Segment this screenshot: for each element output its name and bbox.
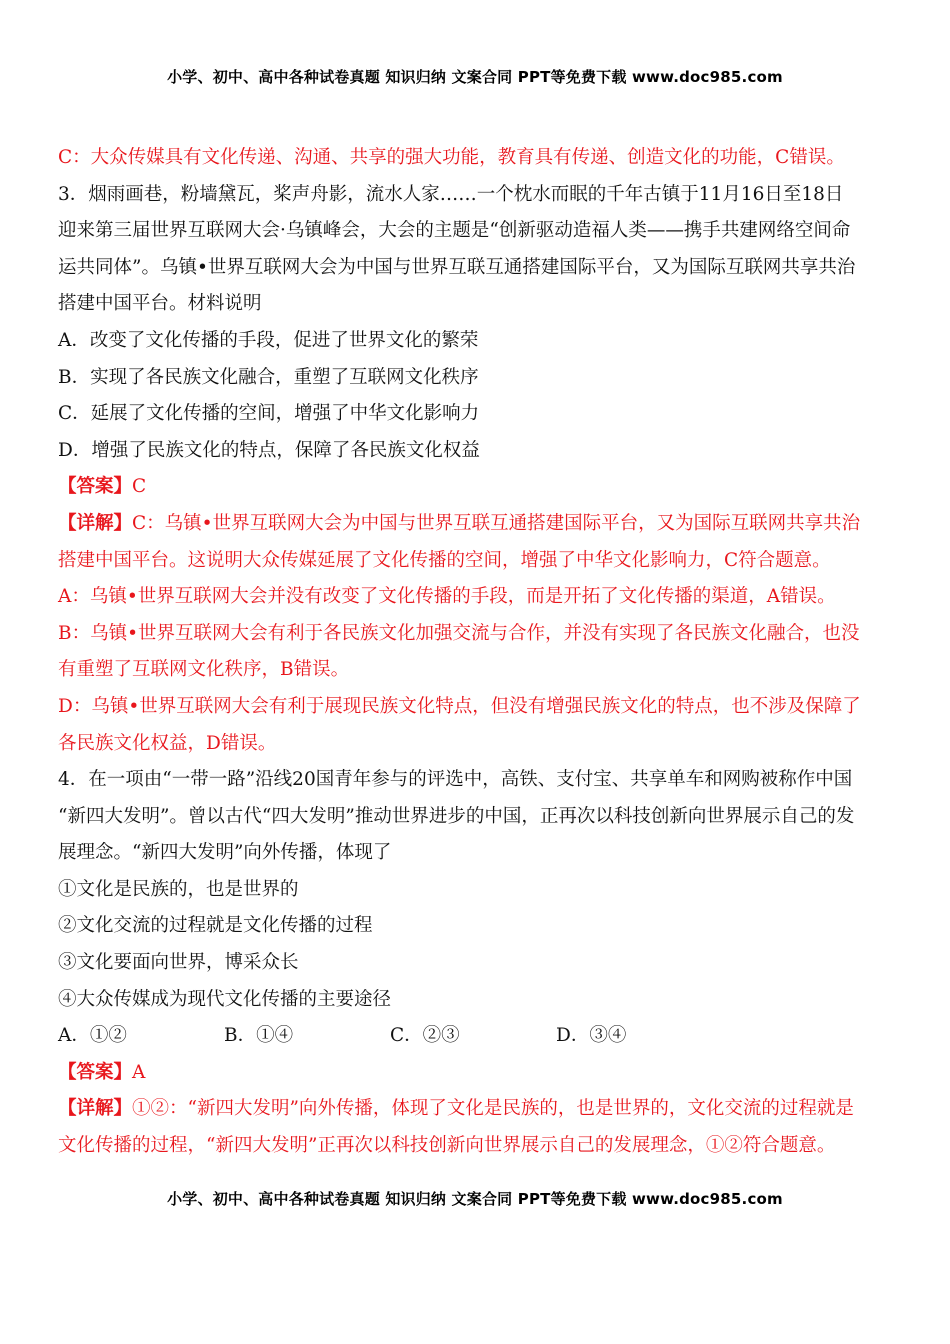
question-4-option-a: A．①② xyxy=(58,1025,127,1047)
question-3-stem-line: 3．烟雨画巷，粉墙黛瓦，桨声舟影，流水人家……一个枕水而眠的千年古镇于11月16日至18日 xyxy=(58,183,844,205)
answer-value: A xyxy=(132,1061,146,1083)
question-3-detail-line: 各民族文化权益，D错误。 xyxy=(58,732,277,754)
question-4-detail-line xyxy=(58,1091,884,1128)
question-4-option-c: C．②③ xyxy=(390,1025,460,1047)
question-3-option-c: C．延展了文化传播的空间，增强了中华文化影响力 xyxy=(58,403,480,425)
page-footer: 小学、初中、高中各种试卷真题 知识归纳 文案合同 PPT等免费下载 www.doc985.com xyxy=(167,1190,783,1208)
question-3-stem-line: 迎来第三届世界互联网大会·乌镇峰会，大会的主题是“创新驱动造福人类——携手共建网络空间命 xyxy=(58,220,851,242)
page-header: 小学、初中、高中各种试卷真题 知识归纳 文案合同 PPT等免费下载 www.doc985.com xyxy=(167,68,783,86)
question-4-statement-3: ③文化要面向世界，博采众长 xyxy=(58,952,299,974)
question-3-stem-line: 搭建中国平台。材料说明 xyxy=(58,293,262,315)
question-3-option-b: B．实现了各民族文化融合，重塑了互联网文化秩序 xyxy=(58,366,479,388)
answer-value: C xyxy=(132,476,147,498)
question-3 xyxy=(58,177,884,763)
question-4-stem-line: 展理念。“新四大发明”向外传播，体现了 xyxy=(58,842,392,864)
question-3-detail-line xyxy=(58,506,884,543)
question-4-statement-4: ④大众传媒成为现代文化传播的主要途径 xyxy=(58,988,392,1010)
question-4-option-b: B．①④ xyxy=(224,1025,294,1047)
question-3-option-d: D．增强了民族文化的特点，保障了各民族文化权益 xyxy=(58,439,480,461)
question-3-option-a: A．改变了文化传播的手段，促进了世界文化的繁荣 xyxy=(58,329,479,351)
answer-label: 【答案】 xyxy=(58,1061,133,1083)
question-4-option-d: D．③④ xyxy=(556,1025,627,1047)
question-3-detail-line: A：乌镇•世界互联网大会并没有改变了文化传播的手段，而是开拓了文化传播的渠道，A错误。 xyxy=(58,586,836,608)
question-3-answer xyxy=(58,469,884,506)
document-body xyxy=(58,140,884,1165)
question-4 xyxy=(58,762,884,1165)
question-3-detail-line: B：乌镇•世界互联网大会有利于各民族文化加强交流与合作，并没有实现了各民族文化融合，也没 xyxy=(58,622,860,644)
question-3-detail-line: 有重塑了互联网文化秩序，B错误。 xyxy=(58,659,350,681)
question-4-detail-line: 文化传播的过程，“新四大发明”正再次以科技创新向世界展示自己的发展理念，①②符合题意。 xyxy=(58,1135,836,1157)
answer-label: 【答案】 xyxy=(58,476,133,498)
detail-text: ①②：“新四大发明”向外传播，体现了文化是民族的，也是世界的，文化交流的过程就是 xyxy=(132,1098,854,1120)
detail-label: 【详解】 xyxy=(58,1098,133,1120)
question-3-stem-line: 运共同体”。乌镇•世界互联网大会为中国与世界互联互通搭建国际平台，又为国际互联网共享共治 xyxy=(58,256,856,278)
question-4-stem-line: 4．在一项由“一带一路”沿线20国青年参与的评选中，高铁、支付宝、共享单车和网购被称作中国 xyxy=(58,769,853,791)
question-3-detail-line: 搭建中国平台。这说明大众传媒延展了文化传播的空间，增强了中华文化影响力，C符合题意。 xyxy=(58,549,831,571)
question-4-options xyxy=(58,1018,884,1055)
question-4-statement-1: ①文化是民族的，也是世界的 xyxy=(58,878,299,900)
detail-text: C：乌镇•世界互联网大会为中国与世界互联互通搭建国际平台，又为国际互联网共享共治 xyxy=(132,512,861,534)
previous-answer-tail: C：大众传媒具有文化传递、沟通、共享的强大功能，教育具有传递、创造文化的功能，C错误。 xyxy=(58,147,845,168)
question-4-answer xyxy=(58,1055,884,1092)
detail-label: 【详解】 xyxy=(58,512,133,534)
question-3-detail-line: D：乌镇•世界互联网大会有利于展现民族文化特点，但没有增强民族文化的特点，也不涉及保障了 xyxy=(58,695,861,717)
question-4-stem-line: “新四大发明”。曾以古代“四大发明”推动世界进步的中国，正再次以科技创新向世界展示自己的发 xyxy=(58,805,855,827)
question-4-statement-2: ②文化交流的过程就是文化传播的过程 xyxy=(58,915,373,937)
